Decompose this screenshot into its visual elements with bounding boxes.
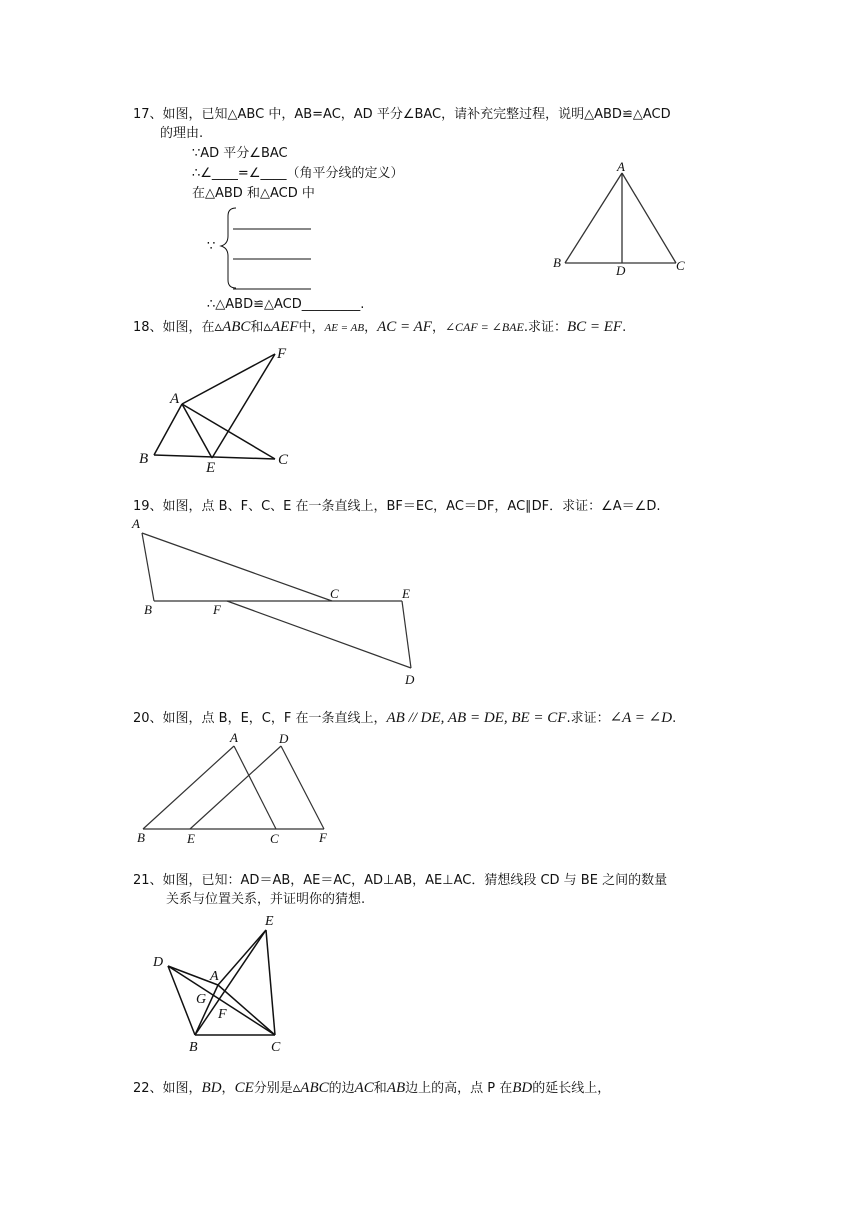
q17-line2: 的理由. <box>160 126 204 141</box>
q17-label-D: D <box>616 263 626 278</box>
q20-label-D: D <box>279 731 289 746</box>
q20-label-C: C <box>270 831 279 846</box>
q20-label-F: F <box>319 830 327 845</box>
q20-label-E: E <box>187 831 195 846</box>
q19-label-A: A <box>132 516 140 531</box>
q17-step3: 在△ABD 和△ACD 中 <box>192 186 315 201</box>
q19-label-F: F <box>213 602 221 617</box>
q19-text: 19、如图，点 B、F、C、E 在一条直线上，BF＝EC，AC＝DF，AC∥DF．求证：∠A＝∠D. <box>133 499 661 514</box>
q17-step1: ∵AD 平分∠BAC <box>192 146 288 161</box>
q19-label-E: E <box>402 586 410 601</box>
q21-label-D: D <box>153 955 164 970</box>
q17-conclusion: ∴△ABD≌△ACD_________. <box>207 297 365 312</box>
q17-because-symbol: ∵ <box>207 239 216 254</box>
q17-step2: ∴∠____=∠____（角平分线的定义） <box>192 166 404 181</box>
q19-label-C: C <box>330 586 339 601</box>
q20-text: 20、如图，点 B，E，C，F 在一条直线上，AB // DE, AB = DE, BE = CF.求证：∠A = ∠D. <box>133 710 677 726</box>
q17-line1: 17、如图，已知△ABC 中，AB=AC，AD 平分∠BAC，请补充完整过程，说明△ABD≌△ACD <box>133 107 671 122</box>
q21-line2: 关系与位置关系，并证明你的猜想. <box>166 892 366 907</box>
q20-label-A: A <box>230 730 238 745</box>
q19-label-B: B <box>144 602 152 617</box>
q18-text: 18、如图，在▵ABC和▵AEF中，AE = AB，AC = AF，∠CAF = ∠BAE.求证：BC = EF. <box>133 319 627 335</box>
q18-label-E: E <box>206 460 216 476</box>
q17-label-C: C <box>676 258 685 273</box>
q21-label-A: A <box>210 969 219 984</box>
q21-label-F: F <box>218 1007 227 1022</box>
q19-label-D: D <box>405 672 415 687</box>
q21-label-E: E <box>265 914 274 929</box>
q18-label-F: F <box>277 346 287 362</box>
q20-label-B: B <box>137 830 145 845</box>
q21-label-C: C <box>271 1040 281 1055</box>
q18-label-C: C <box>278 452 289 468</box>
q18-label-A: A <box>170 391 180 407</box>
q22-text: 22、如图，BD，CE分别是▵ABC的边AC和AB边上的高，点 P 在BD的延长线上， <box>133 1080 611 1096</box>
q17-label-B: B <box>553 255 561 270</box>
q17-label-A: A <box>617 159 625 174</box>
q18-label-B: B <box>139 451 149 467</box>
q21-line1: 21、如图，已知：AD＝AB，AE＝AC，AD⊥AB，AE⊥AC．猜想线段 CD 与 BE 之间的数量 <box>133 873 668 888</box>
q21-label-G: G <box>196 992 207 1007</box>
q21-label-B: B <box>189 1040 198 1055</box>
